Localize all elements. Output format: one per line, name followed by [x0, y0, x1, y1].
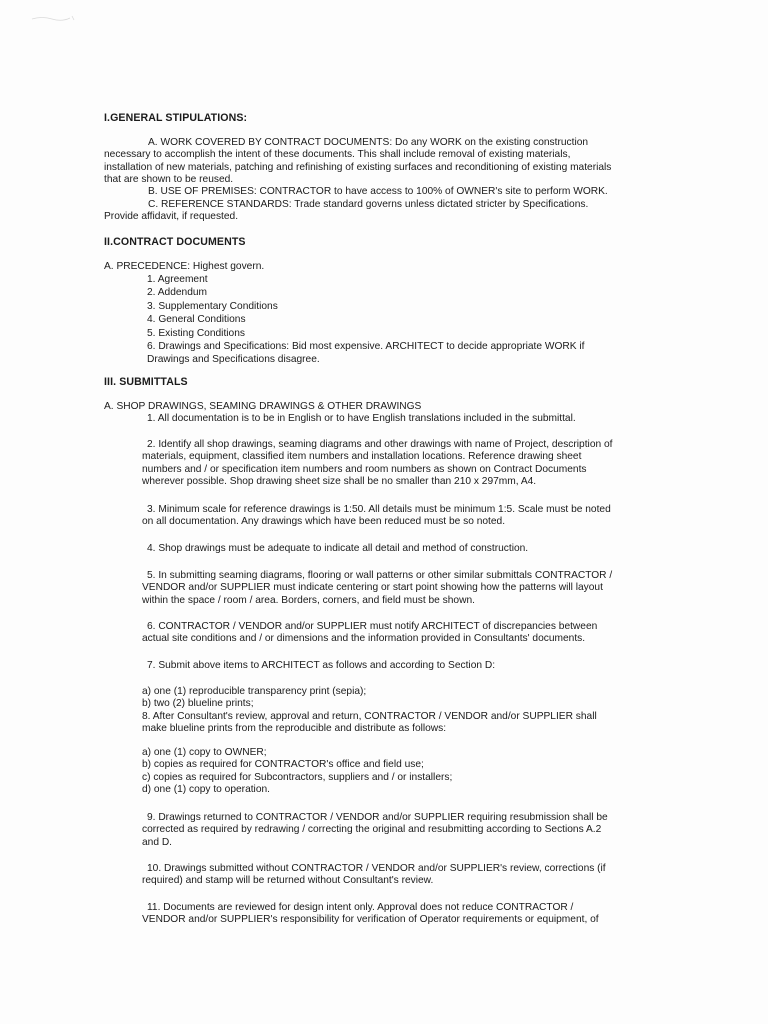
- text-line: 11. Documents are reviewed for design intent only. Approval does not reduce CONTRACTOR /: [147, 902, 574, 913]
- list-item: 2. Addendum: [147, 287, 208, 299]
- text-line: A. SHOP DRAWINGS, SEAMING DRAWINGS & OTHER DRAWINGS: [104, 401, 422, 412]
- text-line: VENDOR and/or SUPPLIER's responsibility for verification of Operator requirements or equipment, of: [142, 914, 599, 926]
- list-item: a) one (1) copy to OWNER;: [142, 747, 267, 758]
- text-line: 7. Submit above items to ARCHITECT as follows and according to Section D:: [147, 660, 496, 671]
- list-item: b) copies as required for CONTRACTOR's office and field use;: [142, 759, 424, 771]
- list-item: 5. Existing Conditions: [147, 327, 245, 339]
- text-line: 1. All documentation is to be in English or to have English translations included in the submittal.: [147, 413, 576, 424]
- scan-artifact-mark: [30, 14, 78, 22]
- text-line: A. PRECEDENCE: Highest govern.: [104, 261, 265, 272]
- text-line: A. WORK COVERED BY CONTRACT DOCUMENTS: Do any WORK on the existing construction: [148, 137, 589, 148]
- text-line: 10. Drawings submitted without CONTRACTOR / VENDOR and/or SUPPLIER's review, corrections (if: [147, 863, 606, 874]
- paragraph-use-of-premises: [104, 186, 664, 198]
- text-line: 2. Identify all shop drawings, seaming diagrams and other drawings with name of Project, description of: [147, 439, 613, 450]
- text-line: that are shown to be reused.: [104, 173, 234, 185]
- text-line: VENDOR and/or SUPPLIER must indicate centering or start point showing how the patterns will layout: [142, 582, 603, 594]
- submittal-item-7: [142, 660, 662, 672]
- list-item: a) one (1) reproducible transparency print (sepia);: [142, 686, 367, 697]
- paragraph-work-covered: [104, 137, 664, 186]
- section-heading-contract-documents: II.CONTRACT DOCUMENTS: [104, 236, 246, 248]
- submittal-item-11: [142, 902, 662, 927]
- text-line: wherever possible. Shop drawing sheet size shall be no smaller than 210 x 297mm, A4.: [142, 475, 537, 487]
- submittal-item-4: [142, 543, 662, 555]
- submittal-item-3: [142, 504, 662, 529]
- submittal-item-6: [142, 621, 662, 646]
- text-line: Provide affidavit, if requested.: [104, 211, 239, 223]
- section-heading-submittals: III. SUBMITTALS: [104, 376, 188, 388]
- submittal-item-7-list: [142, 686, 662, 735]
- submittal-item-9: [142, 812, 662, 849]
- text-line: installation of new materials, patching and refinishing of existing surfaces and reconditioning of existing materials: [104, 161, 612, 173]
- text-line: 9. Drawings returned to CONTRACTOR / VENDOR and/or SUPPLIER requiring resubmission shall be: [147, 812, 608, 823]
- text-line: 5. In submitting seaming diagrams, flooring or wall patterns or other similar submittals CONTRACTOR /: [147, 570, 613, 581]
- submittal-item-10: [142, 863, 662, 888]
- submittal-item-2: [142, 439, 662, 488]
- text-line: corrected as required by redrawing / correcting the original and resubmitting according to Sections A.2: [142, 824, 602, 836]
- text-line: 6. CONTRACTOR / VENDOR and/or SUPPLIER must notify ARCHITECT of discrepancies between: [147, 621, 598, 632]
- text-line: 3. Minimum scale for reference drawings is 1:50. All details must be minimum 1:5. Scale must be noted: [147, 504, 611, 515]
- precedence-list: [147, 273, 667, 367]
- text-line: materials, equipment, classified item numbers and installation locations. Reference drawing sheet: [142, 451, 582, 463]
- list-item: Drawings and Specifications disagree.: [147, 354, 320, 366]
- text-line: numbers and / or specification item numbers and room numbers as shown on Contract Documents: [142, 463, 587, 475]
- precedence-line: [104, 261, 664, 273]
- text-line: 4. Shop drawings must be adequate to indicate all detail and method of construction.: [147, 543, 529, 554]
- subsection-shop-drawings: [104, 401, 664, 413]
- text-line: necessary to accomplish the intent of these documents. This shall include removal of existing materials,: [104, 149, 571, 161]
- text-line: on all documentation. Any drawings which have been reduced must be so noted.: [142, 516, 506, 528]
- list-item: 3. Supplementary Conditions: [147, 300, 278, 312]
- submittal-item-8-list: [142, 747, 662, 796]
- paragraph-reference-standards: [104, 199, 664, 224]
- list-item: b) two (2) blueline prints;: [142, 698, 254, 710]
- list-item: 1. Agreement: [147, 274, 208, 285]
- text-line: C. REFERENCE STANDARDS: Trade standard governs unless dictated stricter by Specifications.: [148, 199, 589, 210]
- list-item: d) one (1) copy to operation.: [142, 783, 270, 795]
- list-item: make blueline prints from the reproducible and distribute as follows:: [142, 722, 447, 734]
- list-item: 4. General Conditions: [147, 314, 246, 326]
- text-line: and D.: [142, 836, 173, 848]
- list-item: 6. Drawings and Specifications: Bid most expensive. ARCHITECT to decide appropriate WORK if: [147, 341, 585, 353]
- list-item: c) copies as required for Subcontractors, suppliers and / or installers;: [142, 771, 453, 783]
- text-line: within the space / room / area. Borders, corners, and field must be shown.: [142, 594, 475, 606]
- section-heading-general-stipulations: I.GENERAL STIPULATIONS:: [104, 112, 248, 124]
- submittal-item-5: [142, 570, 662, 607]
- text-line: actual site conditions and / or dimensions and the information provided in Consultants' documents.: [142, 633, 586, 645]
- text-line: required) and stamp will be returned without Consultant's review.: [142, 875, 434, 887]
- list-item: 8. After Consultant's review, approval and return, CONTRACTOR / VENDOR and/or SUPPLIER shall: [142, 710, 597, 722]
- submittal-item-1: [147, 413, 667, 425]
- text-line: B. USE OF PREMISES: CONTRACTOR to have access to 100% of OWNER's site to perform WORK.: [148, 186, 608, 197]
